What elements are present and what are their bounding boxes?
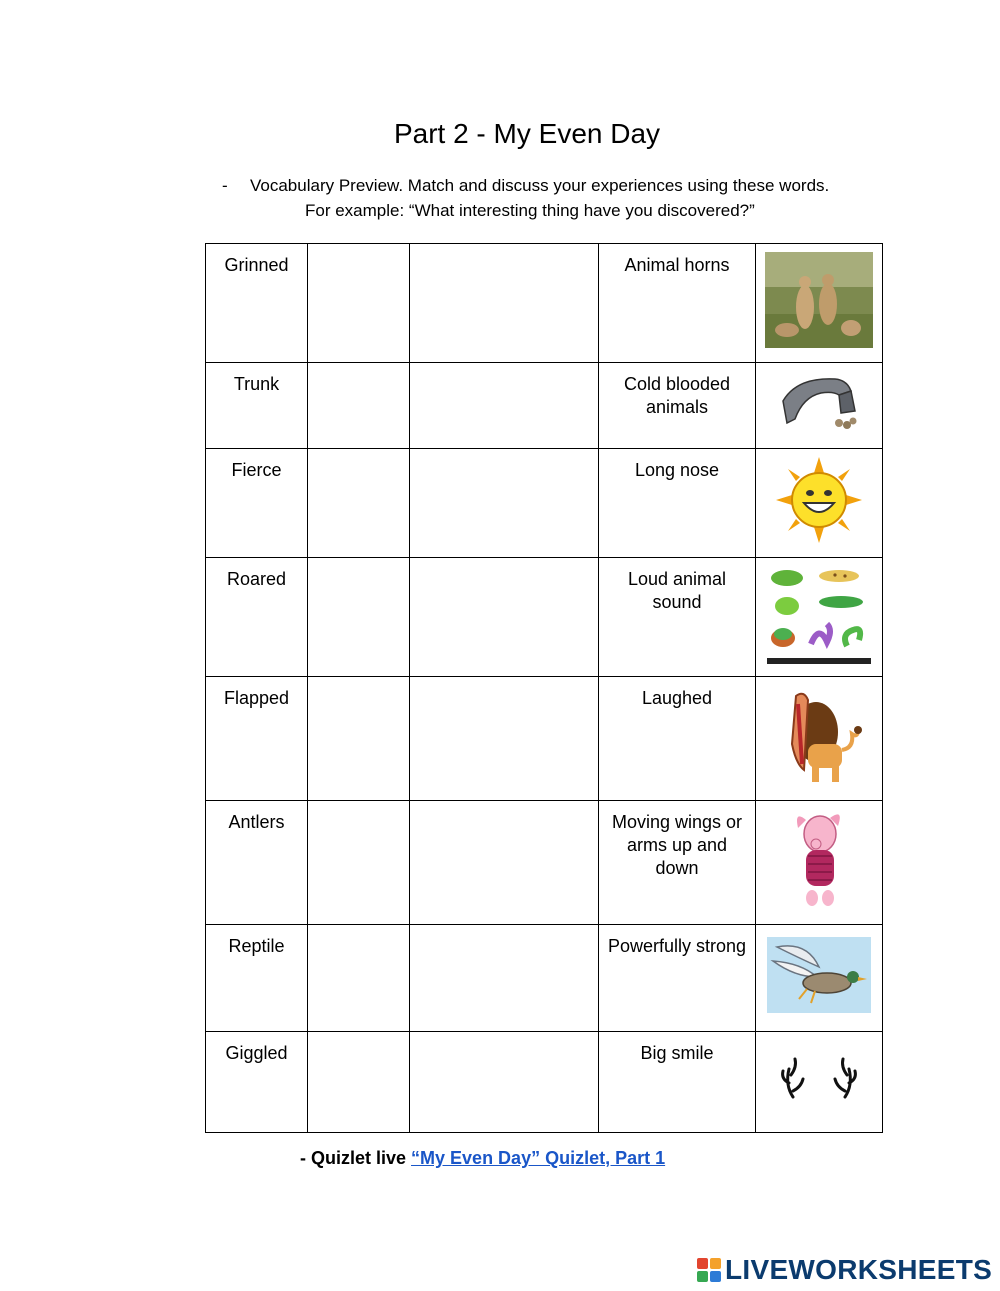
antlers-icon[interactable]: [779, 1057, 859, 1101]
smiling-sun-icon[interactable]: [774, 455, 864, 545]
word-cell: Flapped: [206, 677, 308, 801]
word-cell: Reptile: [206, 925, 308, 1032]
flying-duck-icon[interactable]: [767, 937, 871, 1013]
word-cell: Trunk: [206, 363, 308, 449]
match-box[interactable]: [308, 677, 410, 801]
match-box[interactable]: [308, 244, 410, 363]
image-cell[interactable]: [756, 925, 883, 1032]
image-cell[interactable]: [756, 363, 883, 449]
elephant-trunk-icon[interactable]: [777, 371, 861, 435]
match-box[interactable]: [410, 925, 599, 1032]
match-box[interactable]: [308, 925, 410, 1032]
definition-cell: Laughed: [599, 677, 756, 801]
match-box[interactable]: [410, 677, 599, 801]
vocabulary-table: [205, 243, 883, 1133]
instruction-text: Vocabulary Preview. Match and discuss your experiences using these words.: [250, 176, 830, 195]
meerkats-photo[interactable]: [765, 252, 873, 348]
image-cell[interactable]: [756, 801, 883, 925]
definition-cell: Big smile: [599, 1032, 756, 1133]
match-box[interactable]: [308, 1032, 410, 1133]
match-box[interactable]: [410, 801, 599, 925]
table-row: [206, 925, 883, 1032]
roaring-lion-icon[interactable]: [774, 684, 864, 788]
match-box[interactable]: [308, 363, 410, 449]
quizlet-footer: [300, 1148, 665, 1169]
reptiles-icon[interactable]: [767, 564, 871, 664]
match-box[interactable]: [410, 558, 599, 677]
match-box[interactable]: [308, 558, 410, 677]
match-box[interactable]: [410, 363, 599, 449]
definition-cell: Cold blooded animals: [599, 363, 756, 449]
image-cell[interactable]: [756, 558, 883, 677]
word-cell: Roared: [206, 558, 308, 677]
example-question: For example: “What interesting thing have you discovered?”: [305, 201, 755, 220]
definition-cell: Moving wings or arms up and down: [599, 801, 756, 925]
definition-cell: Powerfully strong: [599, 925, 756, 1032]
word-cell: Antlers: [206, 801, 308, 925]
table-row: [206, 449, 883, 558]
definition-cell: Animal horns: [599, 244, 756, 363]
word-cell: Grinned: [206, 244, 308, 363]
bullet-dash: -: [222, 176, 228, 195]
definition-cell: Loud animal sound: [599, 558, 756, 677]
table-row: [206, 1032, 883, 1133]
table-row: [206, 363, 883, 449]
image-cell[interactable]: [756, 677, 883, 801]
word-cell: Fierce: [206, 449, 308, 558]
table-row: [206, 244, 883, 363]
match-box[interactable]: [308, 801, 410, 925]
match-box[interactable]: [410, 1032, 599, 1133]
match-box[interactable]: [308, 449, 410, 558]
quizlet-link[interactable]: “My Even Day” Quizlet, Part 1: [411, 1148, 666, 1168]
match-box[interactable]: [410, 244, 599, 363]
logo-squares-icon: [697, 1258, 721, 1282]
image-cell[interactable]: [756, 244, 883, 363]
table-row: [206, 801, 883, 925]
word-cell: Giggled: [206, 1032, 308, 1133]
image-cell[interactable]: [756, 449, 883, 558]
image-cell[interactable]: [756, 1032, 883, 1133]
footer-prefix: - Quizlet live: [300, 1148, 412, 1168]
liveworksheets-logo: [697, 1254, 992, 1286]
page-title: Part 2 - My Even Day: [393, 118, 661, 149]
definition-cell: Long nose: [599, 449, 756, 558]
match-box[interactable]: [410, 449, 599, 558]
table-row: [206, 677, 883, 801]
table-row: [206, 558, 883, 677]
instruction-line: [222, 176, 829, 196]
giggling-piglet-icon[interactable]: [784, 808, 854, 912]
brand-wordmark: LIVEWORKSHEETS: [725, 1254, 993, 1285]
